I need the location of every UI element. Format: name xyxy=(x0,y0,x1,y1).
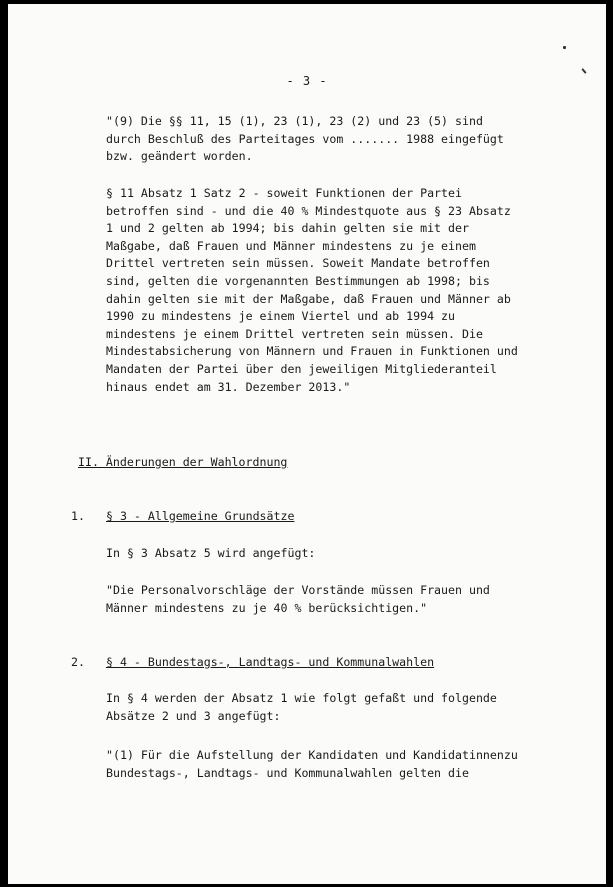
page-number: - 3 - xyxy=(286,74,328,88)
paragraph-amendment-note: "(9) Die §§ 11, 15 (1), 23 (1), 23 (2) und 23 (5) sind durch Beschluß des Parteitages vom ....... 1988 eingefügt bzw. geändert worden. xyxy=(106,114,504,164)
item-intro-1: In § 3 Absatz 5 wird angefügt: xyxy=(106,546,316,560)
item-title-1: § 3 - Allgemeine Grundsätze xyxy=(106,509,295,523)
document-page xyxy=(8,4,606,884)
paragraph-transition-rules: § 11 Absatz 1 Satz 2 - soweit Funktionen der Partei betroffen sind - und die 40 % Mindestquote aus § 23 Absatz 1 und 2 gelten ab 1994; bis dahin gelten sie mit der Maßgabe, daß Frauen und Männer mindestens zu je einem Drittel vertreten sein müssen. Soweit Mandate betroffen sind, gelten die vorgenannten Bestimmungen ab 1998; bis dahin gelten sie mit der Maßgabe, daß Frauen und Männer ab 1990 zu mindestens je einem Viertel und ab 1994 zu mindestens je einem Drittel vertreten sein müssen. Die Mindestabsicherung von Männern und Frauen in Funktionen und Mandaten der Partei über den jeweiligen Mitgliederanteil hinaus endet am 31. Dezember 2013." xyxy=(106,186,518,394)
scan-speck xyxy=(563,46,566,49)
item-title-2: § 4 - Bundestags-, Landtags- und Kommunalwahlen xyxy=(106,655,435,669)
section-heading: II. Änderungen der Wahlordnung xyxy=(78,455,288,469)
item-number-2: 2. xyxy=(71,655,85,669)
item-number-1: 1. xyxy=(71,509,85,523)
item-intro-2: In § 4 werden der Absatz 1 wie folgt gefaßt und folgende Absätze 2 und 3 angefügt: xyxy=(106,691,497,723)
item-quote-1: "Die Personalvorschläge der Vorstände müssen Frauen und Männer mindestens zu je 40 % berücksichtigen." xyxy=(106,583,490,615)
item-quote-2: "(1) Für die Aufstellung der Kandidaten und Kandidatinnenzu Bundestags-, Landtags- und Kommunalwahlen gelten die xyxy=(106,748,518,780)
